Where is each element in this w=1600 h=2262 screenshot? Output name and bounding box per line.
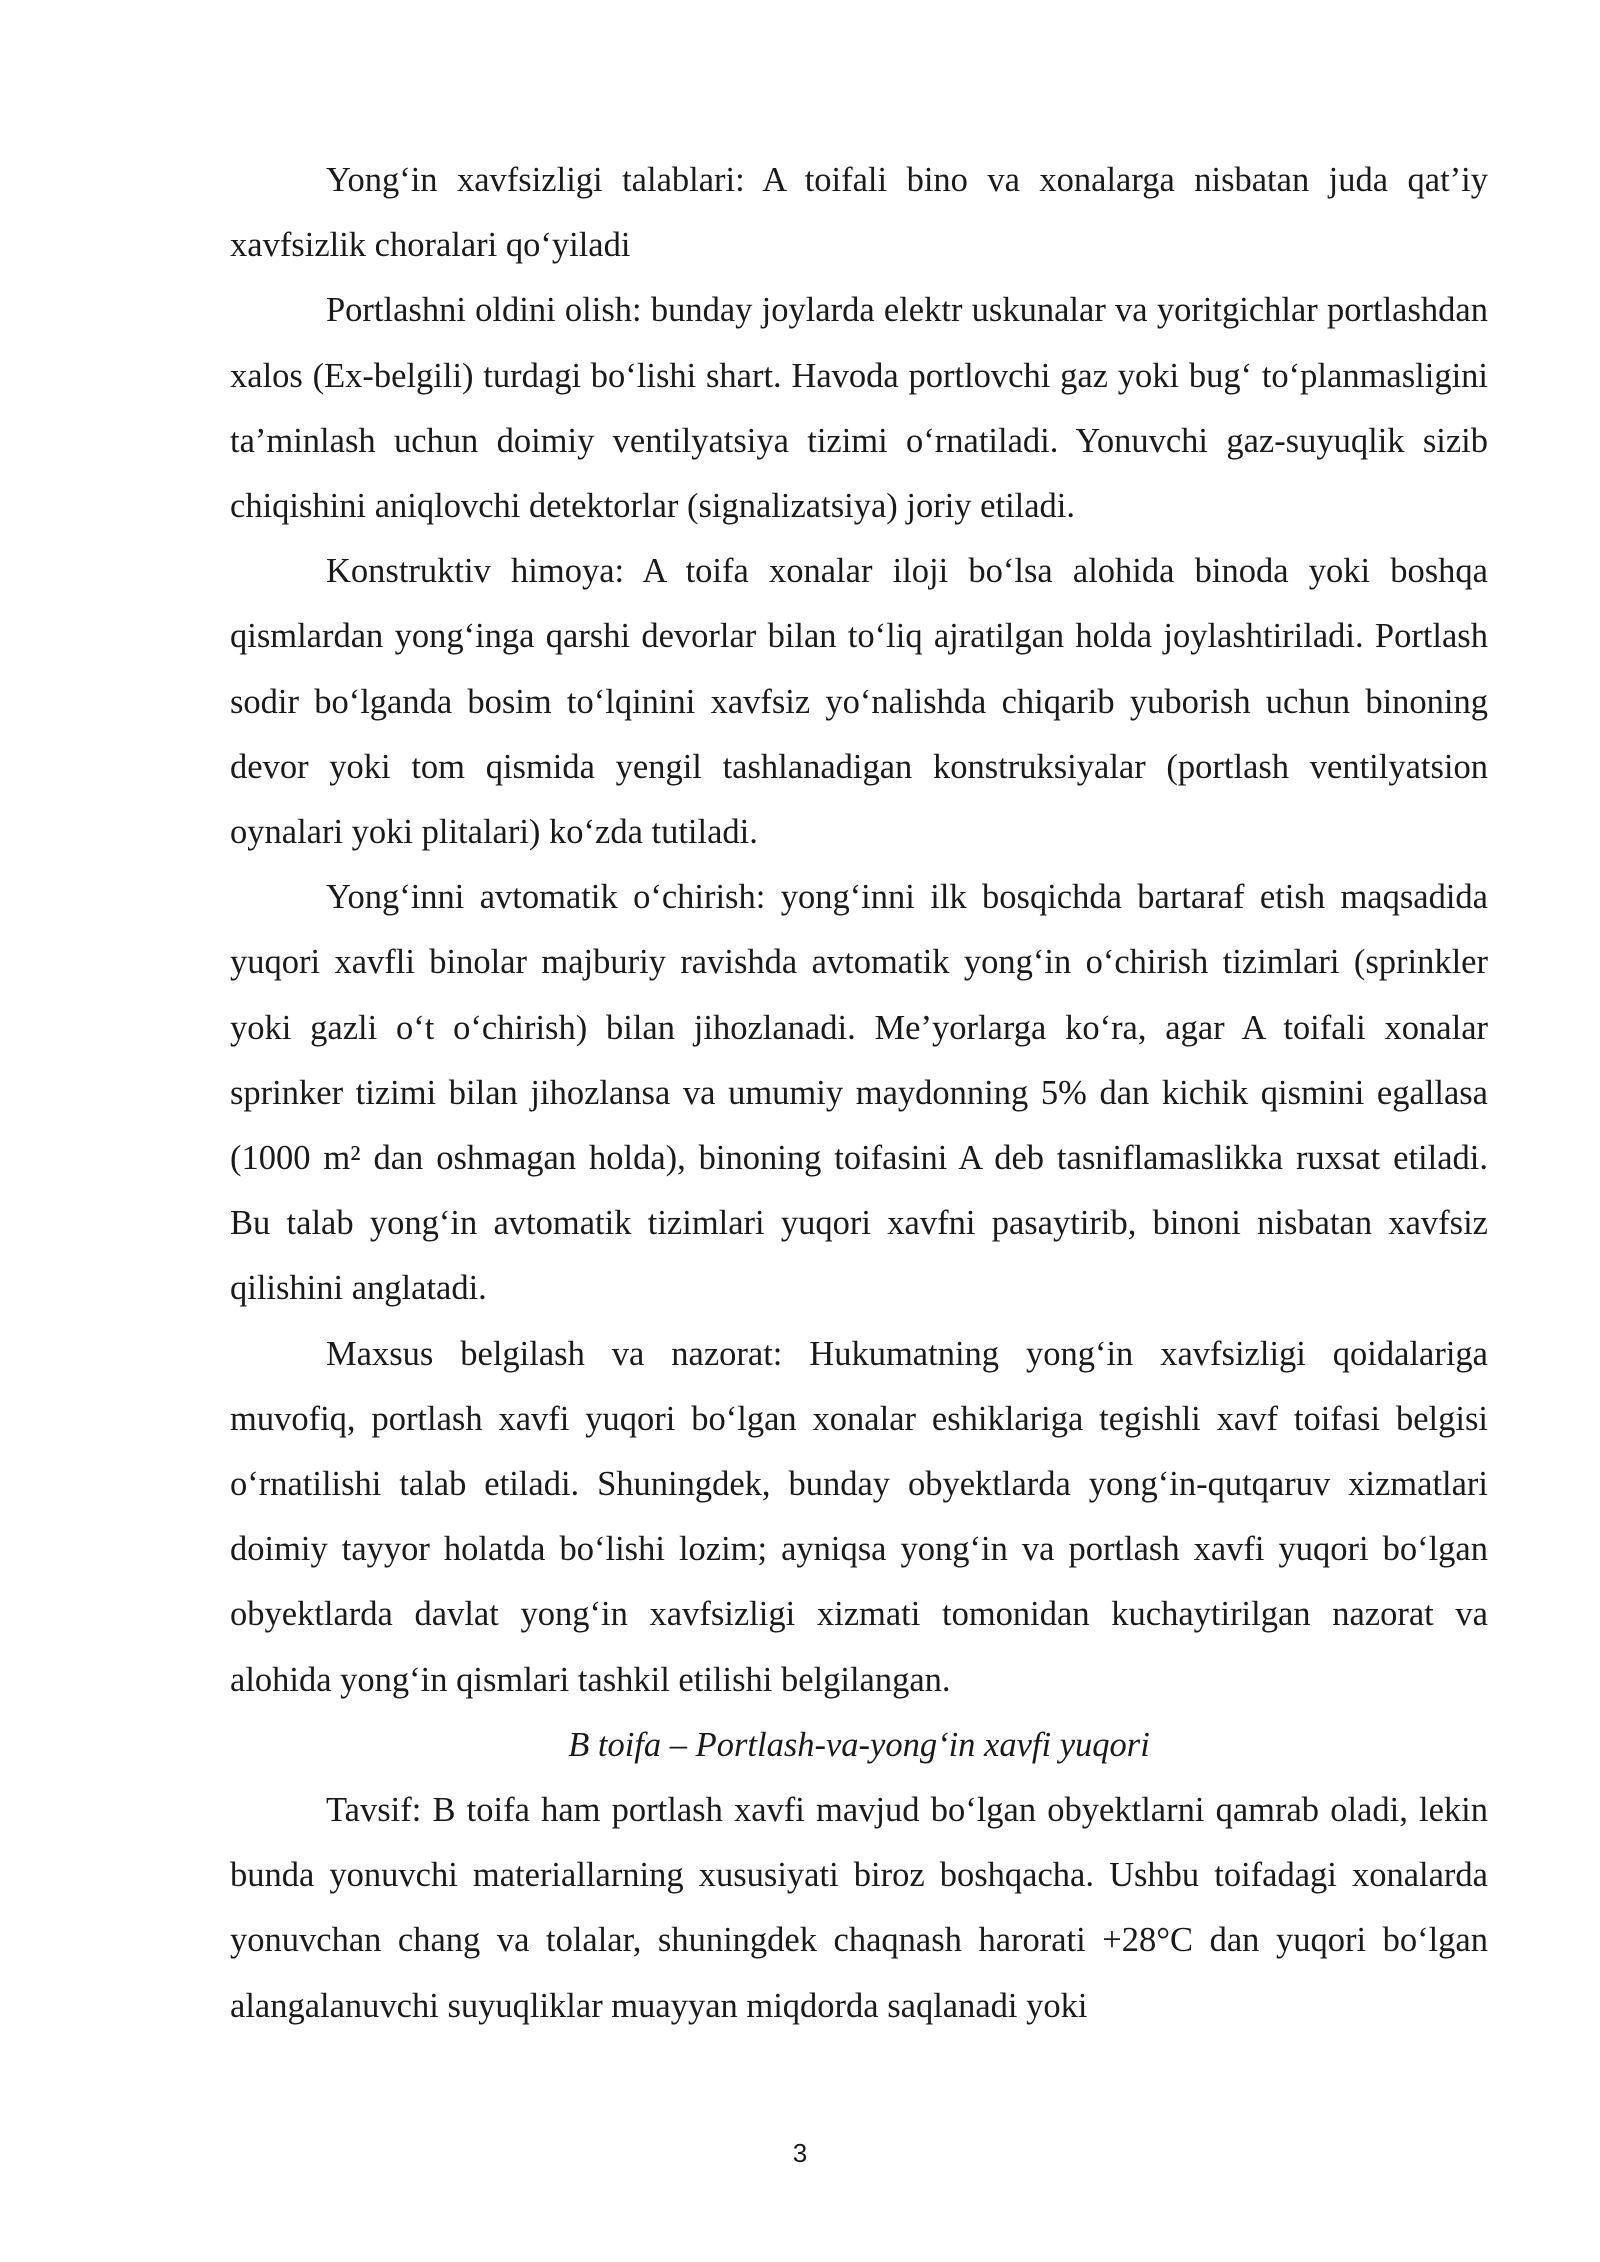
paragraph-automatic-extinguishing: Yong‘inni avtomatik o‘chirish: yong‘inni ilk bosqichda bartaraf etish maqsadida yuqori xavfli binolar majburiy ravishda avtomatik yong‘in o‘chirish tizimlari (sprinkler yoki gazli o‘t o‘chirish) bilan jihozlanadi. Me’yorlarga ko‘ra, agar A toifali xonalar sprinker tizimi bilan jihozlansa va umumiy maydonning 5% dan kichik qismini egallasa (1000 m² dan oshmagan holda), binoning toifasini A deb tasniflamaslikka ruxsat etiladi. Bu talab yong‘in avtomatik tizimlari yuqori xavfni pasaytirib, binoni nisbatan xavfsiz qilishini anglatadi.	[230, 878, 1488, 1308]
section-heading-category-b: B toifa – Portlash-va-yong‘in xavfi yuqori	[568, 1725, 1150, 1764]
paragraph-structural-protection: Konstruktiv himoya: A toifa xonalar iloji bo‘lsa alohida binoda yoki boshqa qismlardan yong‘inga qarshi devorlar bilan to‘liq ajratilgan holda joylashtiriladi. Portlash sodir bo‘lganda bosim to‘lqinini xavfsiz yo‘nalishda chiqarib yuborish uchun binoning devor yoki tom qismida yengil tashlanadigan konstruksiyalar (portlash ventilyatsion oynalari yoki plitalari) ko‘zda tutiladi.	[230, 552, 1488, 852]
paragraph-explosion-prevention: Portlashni oldini olish: bunday joylarda elektr uskunalar va yoritgichlar portlashdan xalos (Ex-belgili) turdagi bo‘lishi shart. Havoda portlovchi gaz yoki bug‘ to‘planmasligini ta’minlash uchun doimiy ventilyatsiya tizimi o‘rnatiladi. Yonuvchi gaz-suyuqlik sizib chiqishini aniqlovchi detektorlar (signalizatsiya) joriy etiladi.	[230, 291, 1488, 526]
document-page	[230, 148, 1488, 2039]
paragraph-marking-and-control: Maxsus belgilash va nazorat: Hukumatning yong‘in xavfsizligi qoidalariga muvofiq, portlash xavfi yuqori bo‘lgan xonalar eshiklariga tegishli xavf toifasi belgisi o‘rnatilishi talab etiladi. Shuningdek, bunday obyektlarda yong‘in-qutqaruv xizmatlari doimiy tayyor holatda bo‘lishi lozim; ayniqsa yong‘in va portlash xavfi yuqori bo‘lgan obyektlarda davlat yong‘in xavfsizligi xizmati tomonidan kuchaytirilgan nazorat va alohida yong‘in qismlari tashkil etilishi belgilangan.	[230, 1334, 1488, 1699]
paragraph-category-b-description: Tavsif: B toifa ham portlash xavfi mavjud bo‘lgan obyektlarni qamrab oladi, lekin bunda yonuvchi materiallarning xususiyati biroz boshqacha. Ushbu toifadagi xonalarda yonuvchan chang va tolalar, shuningdek chaqnash harorati +28°C dan yuqori bo‘lgan alangalanuvchi suyuqliklar muayyan miqdorda saqlanadi yoki	[230, 1791, 1488, 2025]
paragraph-fire-safety-requirements: Yong‘in xavfsizligi talablari: A toifali bino va xonalarga nisbatan juda qat’iy xavfsizlik choralari qo‘yiladi	[230, 161, 1488, 265]
page-number: 3	[792, 2138, 808, 2168]
